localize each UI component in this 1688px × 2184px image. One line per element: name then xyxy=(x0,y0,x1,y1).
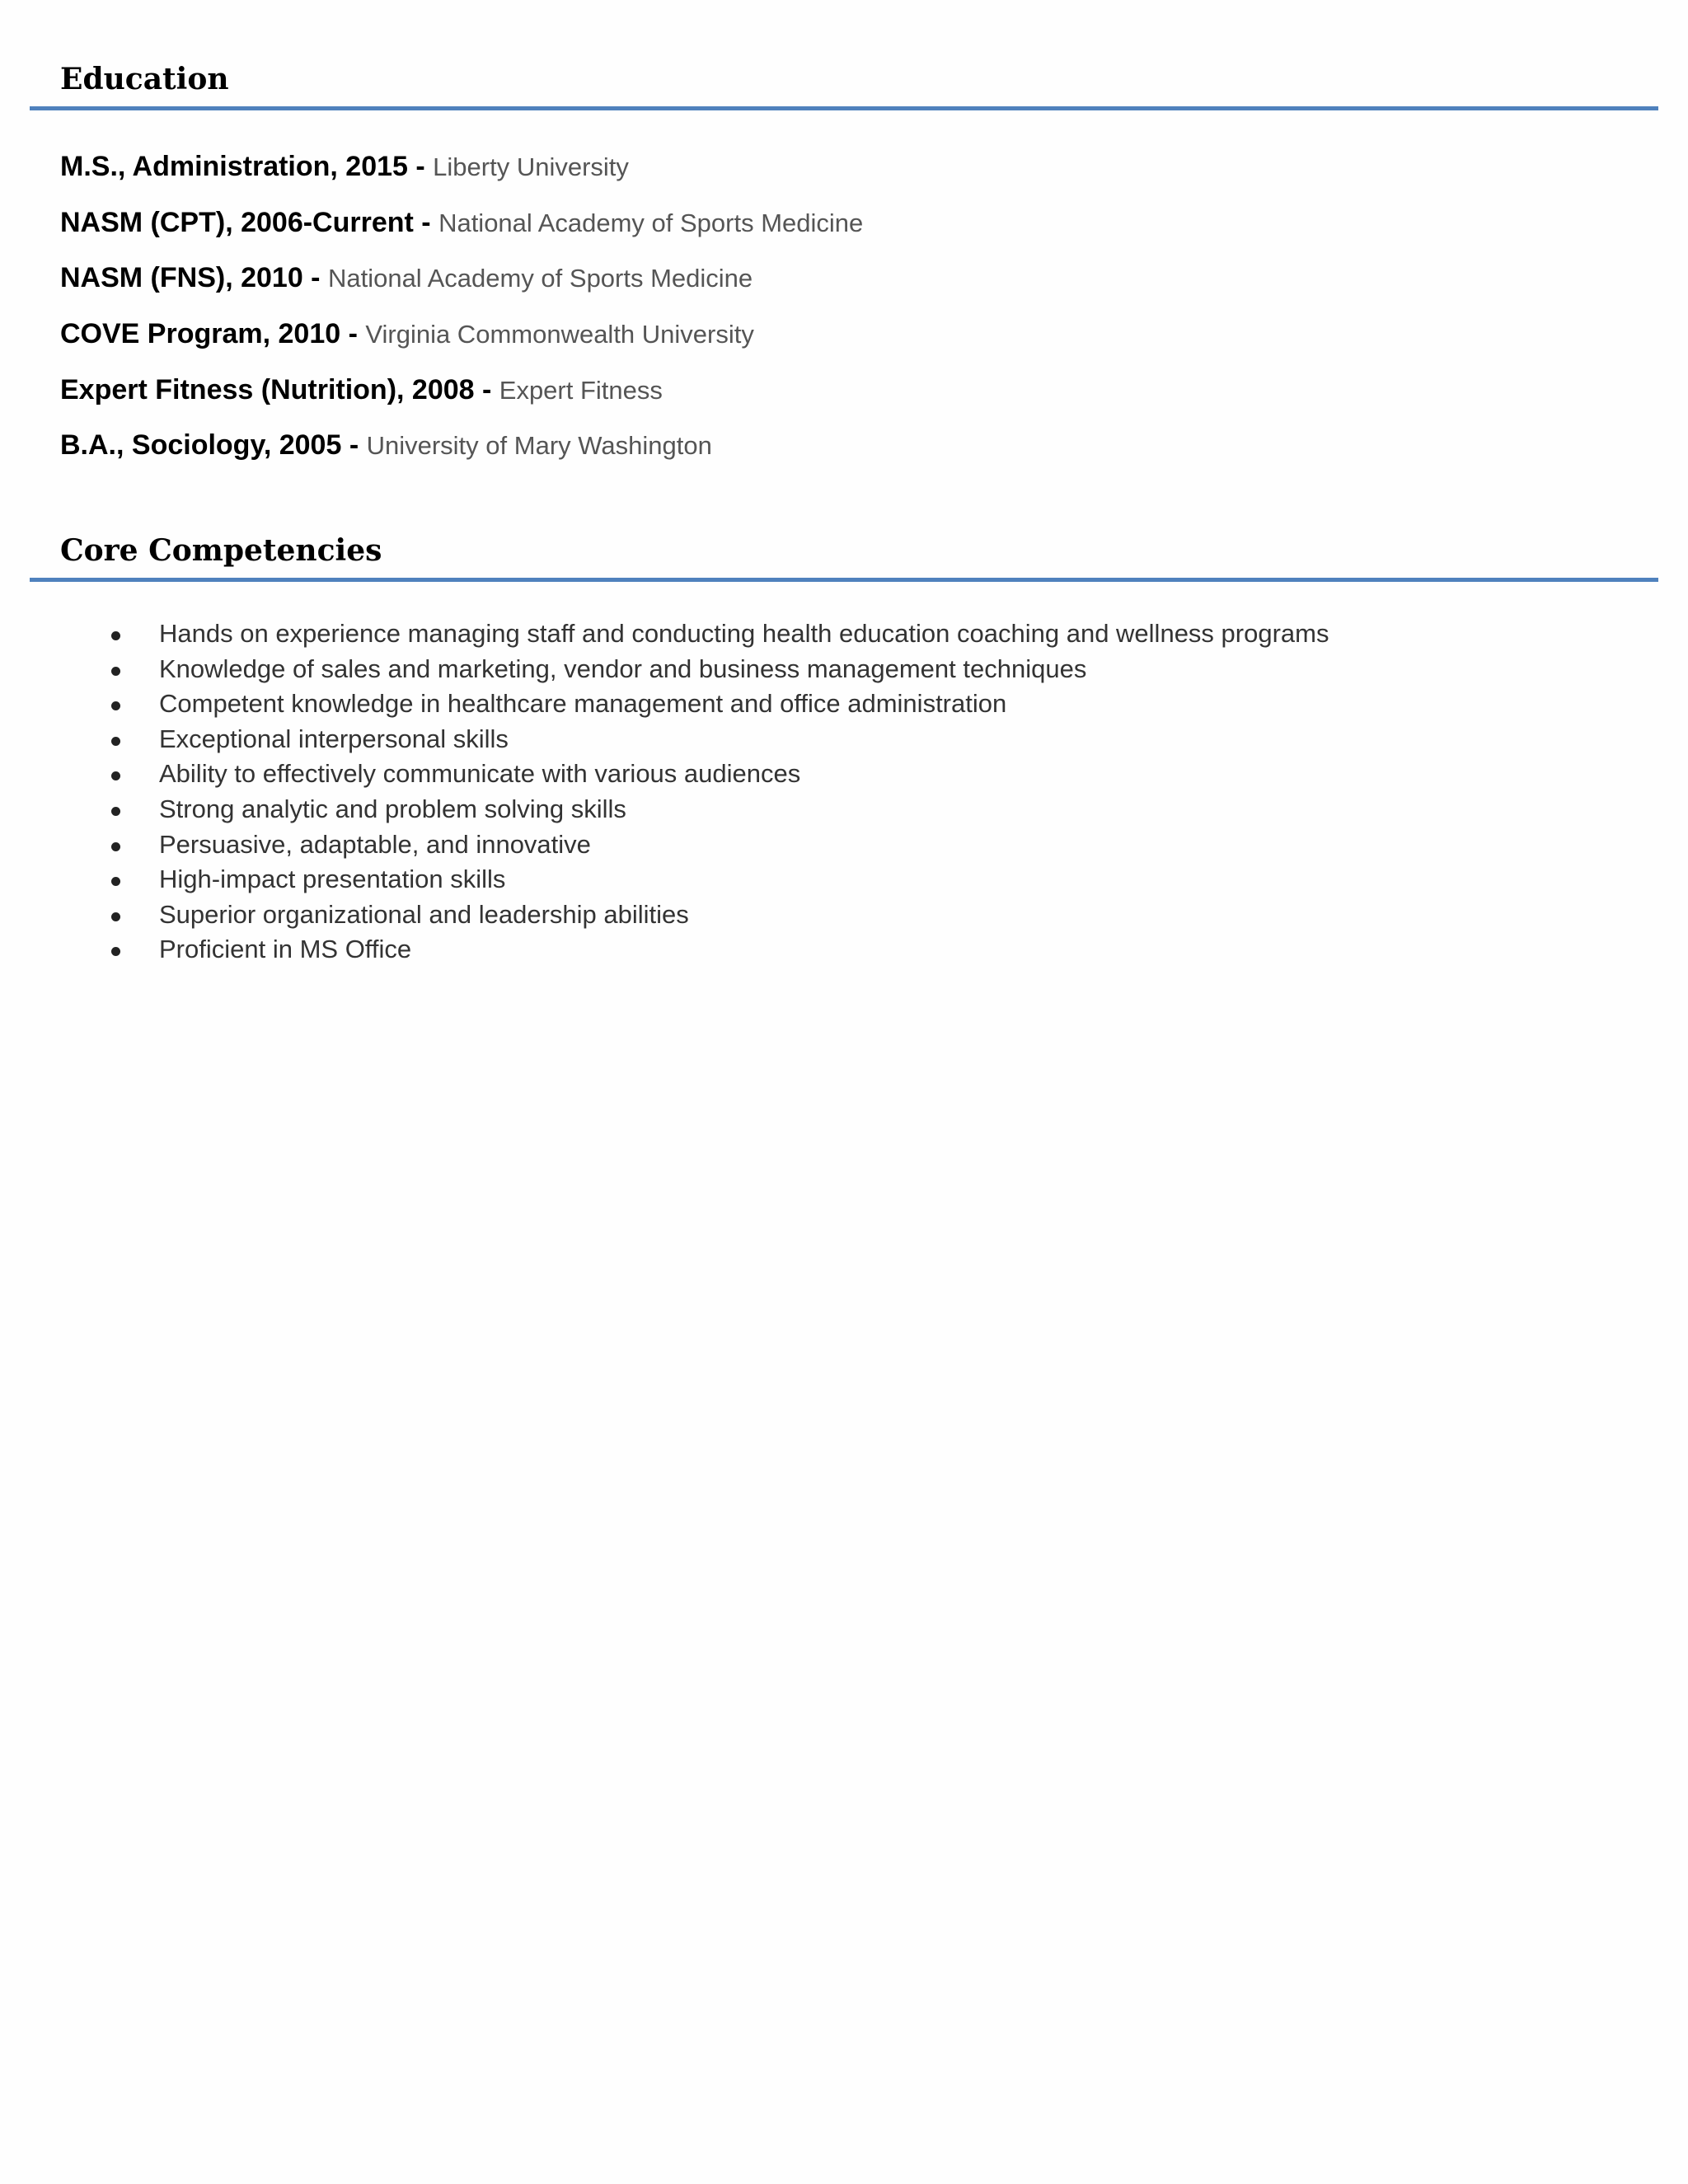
competency-item xyxy=(60,616,1329,652)
competency-item xyxy=(60,652,1329,687)
education-school: Liberty University xyxy=(433,152,629,181)
education-section-header xyxy=(30,61,1658,110)
education-degree: M.S., Administration, 2015 xyxy=(60,151,408,182)
bullet-icon xyxy=(111,737,120,746)
education-school: Expert Fitness xyxy=(499,375,663,405)
competency-item xyxy=(60,792,1329,827)
competency-text: Hands on experience managing staff and conducting health education coaching and wellness programs xyxy=(159,619,1329,648)
competency-text: Persuasive, adaptable, and innovative xyxy=(159,829,591,859)
bullet-icon xyxy=(111,912,120,921)
education-school: National Academy of Sports Medicine xyxy=(438,208,864,237)
competency-text: Proficient in MS Office xyxy=(159,935,412,964)
bullet-icon xyxy=(111,631,120,640)
education-item xyxy=(60,372,863,428)
competencies-section-header xyxy=(30,532,1658,582)
competency-item xyxy=(60,722,1329,757)
bullet-icon xyxy=(111,842,120,851)
education-separator: - xyxy=(407,151,434,182)
education-separator: - xyxy=(341,429,367,462)
competency-text: Superior organizational and leadership abilities xyxy=(159,899,689,929)
education-item xyxy=(60,427,863,483)
education-school: University of Mary Washington xyxy=(366,431,712,461)
education-degree: B.A., Sociology, 2005 xyxy=(60,429,342,462)
competency-text: Competent knowledge in healthcare management and office administration xyxy=(159,689,1007,719)
education-degree: NASM (FNS), 2010 xyxy=(60,262,303,294)
education-degree: Expert Fitness (Nutrition), 2008 xyxy=(60,373,475,405)
education-item xyxy=(60,260,863,316)
competency-item xyxy=(60,932,1329,968)
competencies-list xyxy=(60,616,1329,968)
bullet-icon xyxy=(111,701,120,710)
competency-item xyxy=(60,827,1329,863)
bullet-icon xyxy=(111,807,120,816)
competency-item xyxy=(60,687,1329,722)
bullet-icon xyxy=(111,667,120,676)
competency-text: Exceptional interpersonal skills xyxy=(159,724,509,753)
education-school: National Academy of Sports Medicine xyxy=(327,264,753,293)
education-item xyxy=(60,316,863,372)
education-item xyxy=(60,204,863,260)
education-separator: - xyxy=(340,318,366,350)
competency-item xyxy=(60,898,1329,933)
bullet-icon xyxy=(111,877,120,886)
competency-item xyxy=(60,757,1329,792)
education-list xyxy=(60,148,863,483)
education-degree: NASM (CPT), 2006-Current xyxy=(60,206,414,238)
competency-text: High-impact presentation skills xyxy=(159,865,506,894)
education-degree: COVE Program, 2010 xyxy=(60,318,341,350)
competency-text: Knowledge of sales and marketing, vendor and business management techniques xyxy=(159,654,1087,683)
education-separator: - xyxy=(302,262,328,294)
education-school: Virginia Commonwealth University xyxy=(365,320,754,349)
education-separator: - xyxy=(474,373,499,405)
bullet-icon xyxy=(111,771,120,780)
education-item xyxy=(60,148,863,204)
bullet-icon xyxy=(111,947,120,956)
competency-text: Ability to effectively communicate with various audiences xyxy=(159,759,801,789)
competencies-heading: Core Competencies xyxy=(60,533,382,568)
competency-item xyxy=(60,862,1329,898)
competency-text: Strong analytic and problem solving skills xyxy=(159,794,626,823)
education-separator: - xyxy=(413,206,439,238)
education-heading: Education xyxy=(60,62,229,96)
